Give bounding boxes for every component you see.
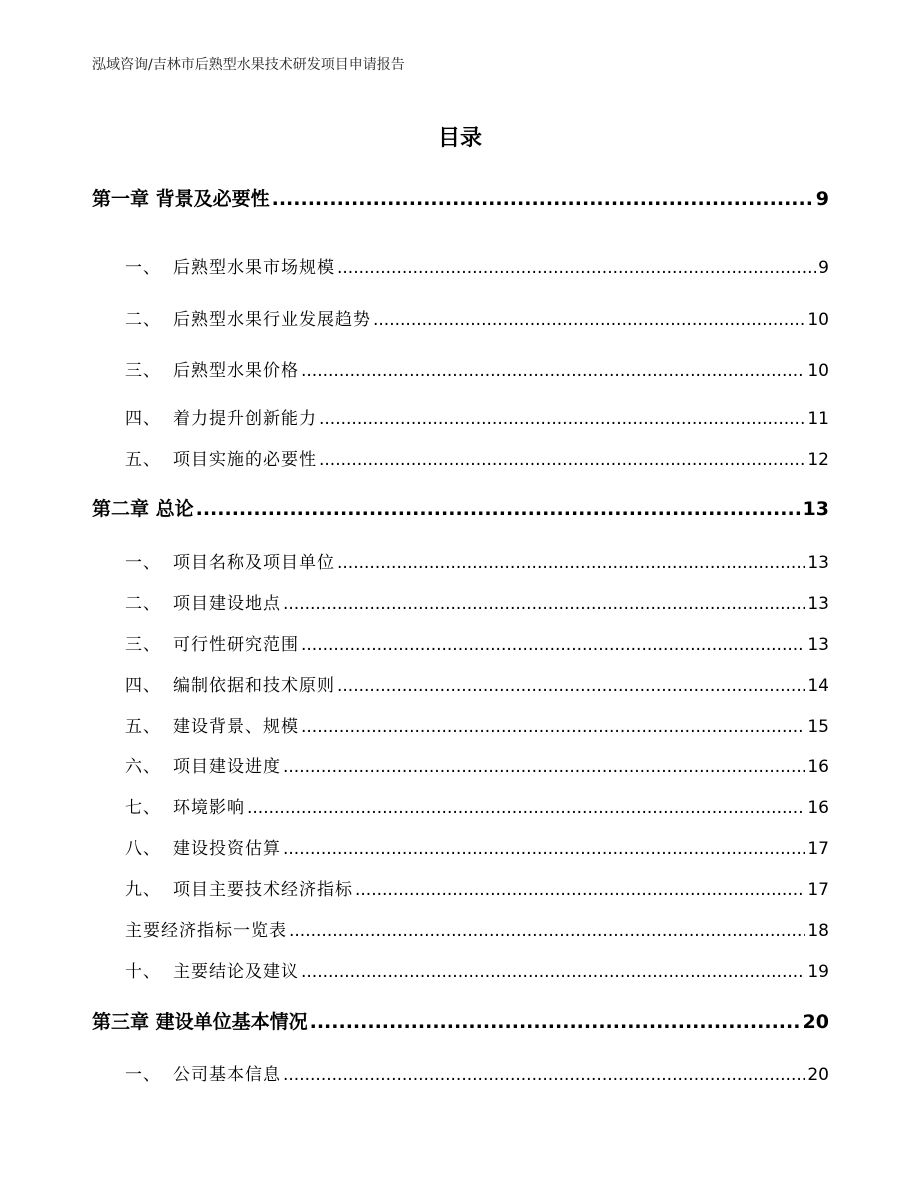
- toc-number: 一、: [125, 1065, 161, 1085]
- toc-section-1-1[interactable]: [125, 253, 829, 278]
- toc-leader: [337, 553, 805, 573]
- toc-number: 七、: [125, 798, 161, 818]
- toc-label: 第二章 总论: [92, 498, 194, 520]
- toc-label: 项目主要技术经济指标: [173, 880, 353, 900]
- toc-leader: [283, 839, 805, 859]
- toc-leader: [283, 1065, 805, 1085]
- toc-title: 目录: [437, 126, 482, 151]
- toc-number: 一、: [125, 258, 161, 278]
- toc-label: 建设投资估算: [173, 839, 281, 859]
- toc-leader: [301, 717, 805, 737]
- toc-page-number: 9: [815, 188, 829, 210]
- toc-page-number: 10: [807, 361, 829, 381]
- toc-number: 九、: [125, 880, 161, 900]
- toc-label: 可行性研究范围: [173, 635, 299, 655]
- toc-leader: [301, 361, 805, 381]
- toc-leader: [319, 409, 805, 429]
- toc-leader: [196, 498, 801, 520]
- toc-section-1-5[interactable]: [125, 445, 829, 470]
- toc-page-number: 13: [807, 635, 829, 655]
- toc-label: 项目建设地点: [173, 594, 281, 614]
- toc-label: 建设背景、规模: [173, 717, 299, 737]
- toc-section-1-2[interactable]: [125, 305, 829, 330]
- toc-section-2-5[interactable]: [125, 712, 829, 737]
- toc-label: 编制依据和技术原则: [173, 676, 335, 696]
- toc-label: 后熟型水果行业发展趋势: [173, 310, 371, 330]
- toc-label: 项目实施的必要性: [173, 450, 317, 470]
- toc-leader: [319, 450, 805, 470]
- toc-number: 四、: [125, 409, 161, 429]
- toc-number: 一、: [125, 553, 161, 573]
- toc-number: 五、: [125, 450, 161, 470]
- toc-section-2-6[interactable]: [125, 752, 829, 777]
- toc-leader: [310, 1011, 801, 1033]
- toc-number: 二、: [125, 594, 161, 614]
- running-header: 泓域咨询/吉林市后熟型水果技术研发项目申请报告: [92, 57, 405, 73]
- toc-label: 后熟型水果价格: [173, 361, 299, 381]
- toc-section-2-1[interactable]: [125, 548, 829, 573]
- toc-label: 主要结论及建议: [173, 962, 299, 982]
- toc-number: 三、: [125, 635, 161, 655]
- toc-number: 二、: [125, 310, 161, 330]
- toc-label: 第一章 背景及必要性: [92, 188, 270, 210]
- toc-leader: [247, 798, 805, 818]
- toc-page-number: 20: [807, 1065, 829, 1085]
- toc-number: 四、: [125, 676, 161, 696]
- toc-leader: [337, 676, 805, 696]
- toc-page-number: 12: [807, 450, 829, 470]
- toc-label: 后熟型水果市场规模: [173, 258, 335, 278]
- toc-section-3-1[interactable]: [125, 1060, 829, 1085]
- toc-leader: [283, 757, 805, 777]
- toc-page-number: 16: [807, 798, 829, 818]
- toc-label: 公司基本信息: [173, 1065, 281, 1085]
- toc-page-number: 16: [807, 757, 829, 777]
- toc-page-number: 20: [802, 1011, 829, 1033]
- toc-leader: [355, 880, 805, 900]
- toc-number: 三、: [125, 361, 161, 381]
- toc-page-number: 9: [818, 258, 829, 278]
- toc-leader: [337, 258, 816, 278]
- toc-leader: [373, 310, 805, 330]
- toc-section-2-9[interactable]: [125, 875, 829, 900]
- toc-leader: [301, 962, 805, 982]
- toc-section-1-3[interactable]: [125, 356, 829, 381]
- toc-section-2-8[interactable]: [125, 834, 829, 859]
- toc-label: 项目名称及项目单位: [173, 553, 335, 573]
- toc-section-2-10[interactable]: [125, 957, 829, 982]
- toc-page-number: 10: [807, 310, 829, 330]
- toc-label: 环境影响: [173, 798, 245, 818]
- toc-page-number: 13: [807, 594, 829, 614]
- toc-label: 项目建设进度: [173, 757, 281, 777]
- toc-chapter-1[interactable]: [92, 184, 829, 211]
- toc-page-number: 19: [807, 962, 829, 982]
- toc-chapter-2[interactable]: [92, 494, 829, 521]
- toc-section-1-4[interactable]: [125, 404, 829, 429]
- toc-page-number: 14: [807, 676, 829, 696]
- toc-leader: [289, 921, 805, 941]
- toc-page-number: 17: [807, 839, 829, 859]
- toc-page-number: 11: [807, 409, 829, 429]
- toc-leader: [283, 594, 805, 614]
- toc-section-2-3[interactable]: [125, 630, 829, 655]
- toc-label: 主要经济指标一览表: [125, 921, 287, 941]
- toc-number: 六、: [125, 757, 161, 777]
- toc-leader: [272, 188, 814, 210]
- toc-chapter-3[interactable]: [92, 1007, 829, 1034]
- toc-section-2-2[interactable]: [125, 589, 829, 614]
- toc-number: 十、: [125, 962, 161, 982]
- toc-section-2-7[interactable]: [125, 793, 829, 818]
- toc-subsection-table[interactable]: [125, 916, 829, 941]
- toc-page-number: 13: [807, 553, 829, 573]
- toc-section-2-4[interactable]: [125, 671, 829, 696]
- toc-number: 五、: [125, 717, 161, 737]
- toc-page-number: 13: [802, 498, 829, 520]
- toc-number: 八、: [125, 839, 161, 859]
- toc-page-number: 17: [807, 880, 829, 900]
- toc-page-number: 18: [807, 921, 829, 941]
- toc-label: 着力提升创新能力: [173, 409, 317, 429]
- toc-label: 第三章 建设单位基本情况: [92, 1011, 308, 1033]
- toc-page-number: 15: [807, 717, 829, 737]
- toc-leader: [301, 635, 805, 655]
